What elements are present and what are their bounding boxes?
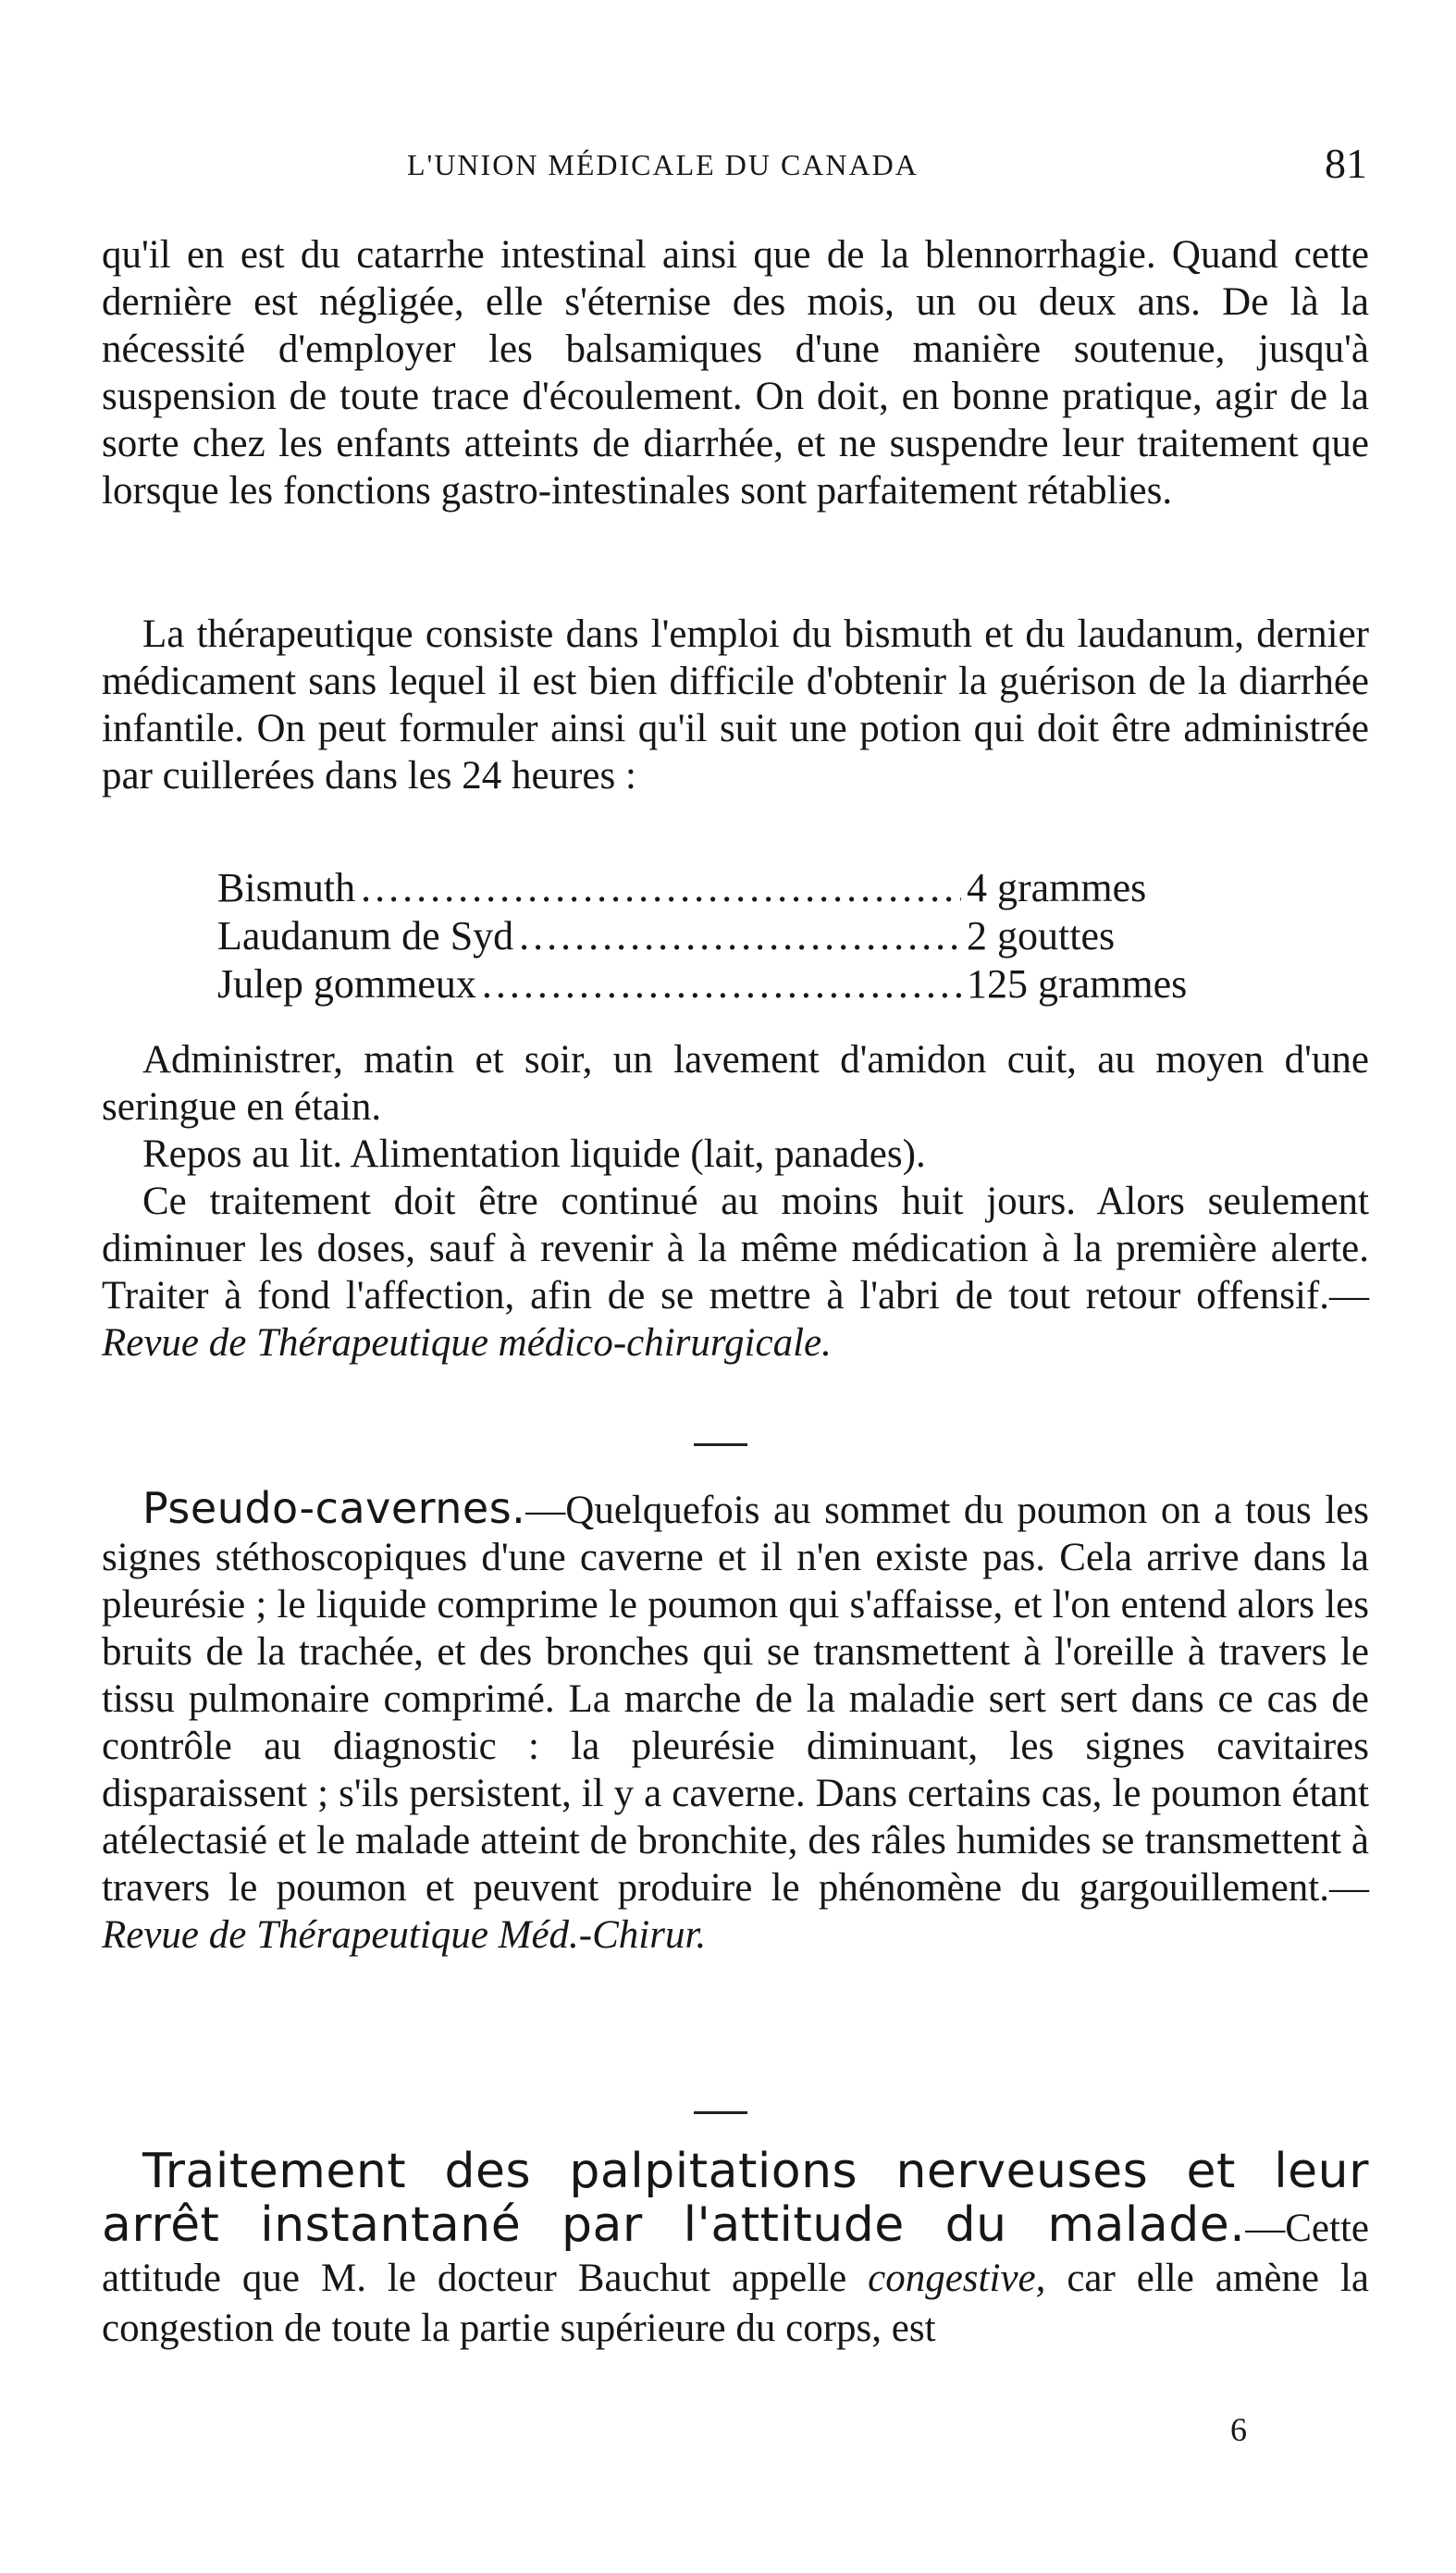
- section-title-palpitations: Traitement des palpitations nerveuses et leur arrêt instantané par l'attitude du malade.: [102, 2144, 1369, 2253]
- signature-mark: 6: [1230, 2411, 1247, 2448]
- paragraph-therapeutique: La thérapeutique consiste dans l'emploi du bismuth et du laudanum, dernier médicament sans lequel il est bien difficile d'obtenir la guérison de la diarrhée infantile. On peut formuler ainsi qu'il suit une potion qui doit être administrée par cuillerées dans les 24 heures :: [102, 612, 1369, 798]
- dot-leader: [361, 864, 961, 912]
- paragraph-repos: Repos au lit. Alimentation liquide (lait, panades).: [142, 1132, 926, 1176]
- paragraph-traitement: [102, 1178, 1369, 1367]
- recipe-ingredient: Julep gommeux: [217, 961, 476, 1007]
- section-separator: [694, 1443, 747, 1446]
- section-body-emphasis: congestive,: [868, 2257, 1046, 2300]
- paragraph-traitement-text: Ce traitement doit être continué au moins huit jours. Alors seulement diminuer les doses, sauf à revenir à la même médication à la première alerte. Traiter à fond l'affection, afin de se mettre à l'abri de tout retour offensif.—: [102, 1180, 1369, 1317]
- source-citation: Revue de Thérapeutique médico-chirurgicale.: [102, 1321, 832, 1365]
- recipe-list: [217, 864, 1244, 1008]
- paragraph-lavement: Administrer, matin et soir, un lavement d'amidon cuit, au moyen d'une seringue en étain.: [102, 1038, 1369, 1129]
- recipe-ingredient: Bismuth: [217, 865, 356, 910]
- running-title: L'UNION MÉDICALE DU CANADA: [407, 148, 919, 181]
- section-body-end: car elle amène la congestion de toute la partie supérieure du corps, est: [102, 2257, 1369, 2350]
- section-body-start: —Cette attitude que M. le docteur Bauchut appelle: [102, 2207, 1369, 2300]
- section-body-pseudo-cavernes: —Quelquefois au sommet du poumon on a tous les signes stéthoscopiques d'une caverne et il n'en existe pas. Cela arrive dans la pleurésie ; le liquide comprime le poumon qui s'affaisse, et l'on entend alors les bruits de la trachée, et des bronches qui se transmettent à l'oreille à travers le tissu pulmonaire comprimé. La marche de la maladie sert sert dans ce cas de contrôle au diagnostic : la pleurésie diminuant, les signes cavitaires disparaissent ; s'ils persistent, il y a caverne. Dans certains cas, le poumon étant atélectasié et le malade atteint de bronchite, des râles humides se transmettent à travers le poumon et peuvent produire le phénomène du gargouillement.—: [102, 1489, 1369, 1910]
- recipe-row-bismuth: [217, 864, 1244, 912]
- paragraph-pseudo-cavernes: [102, 1485, 1369, 1959]
- recipe-ingredient: Laudanum de Syd: [217, 913, 514, 959]
- recipe-row-julep: [217, 960, 1244, 1008]
- section-separator: [694, 2111, 747, 2114]
- recipe-amount: 4 grammes: [967, 865, 1147, 910]
- dot-leader: [519, 912, 961, 960]
- paragraph-catarrhe: qu'il en est du catarrhe intestinal ainsi que de la blennorrhagie. Quand cette dernière est négligée, elle s'éternise des mois, un ou deux ans. De là la nécessité d'employer les balsamiques d'une manière soutenue, jusqu'à suspension de toute trace d'écoulement. On doit, en bonne pratique, agir de la sorte chez les enfants atteints de diarrhée, et ne suspendre leur traitement que lorsque les fonctions gastro-intestinales sont parfaitement rétablies.: [102, 233, 1369, 513]
- page-number: 81: [1325, 140, 1367, 187]
- recipe-row-laudanum: [217, 912, 1244, 960]
- dot-leader: [482, 960, 961, 1008]
- source-citation: Revue de Thérapeutique Méd.-Chirur.: [102, 1913, 707, 1957]
- recipe-amount: 125 grammes: [967, 961, 1188, 1007]
- section-title-pseudo-cavernes: Pseudo-cavernes.: [142, 1483, 526, 1533]
- paragraph-palpitations: [102, 2146, 1369, 2354]
- recipe-amount: 2 gouttes: [967, 913, 1116, 959]
